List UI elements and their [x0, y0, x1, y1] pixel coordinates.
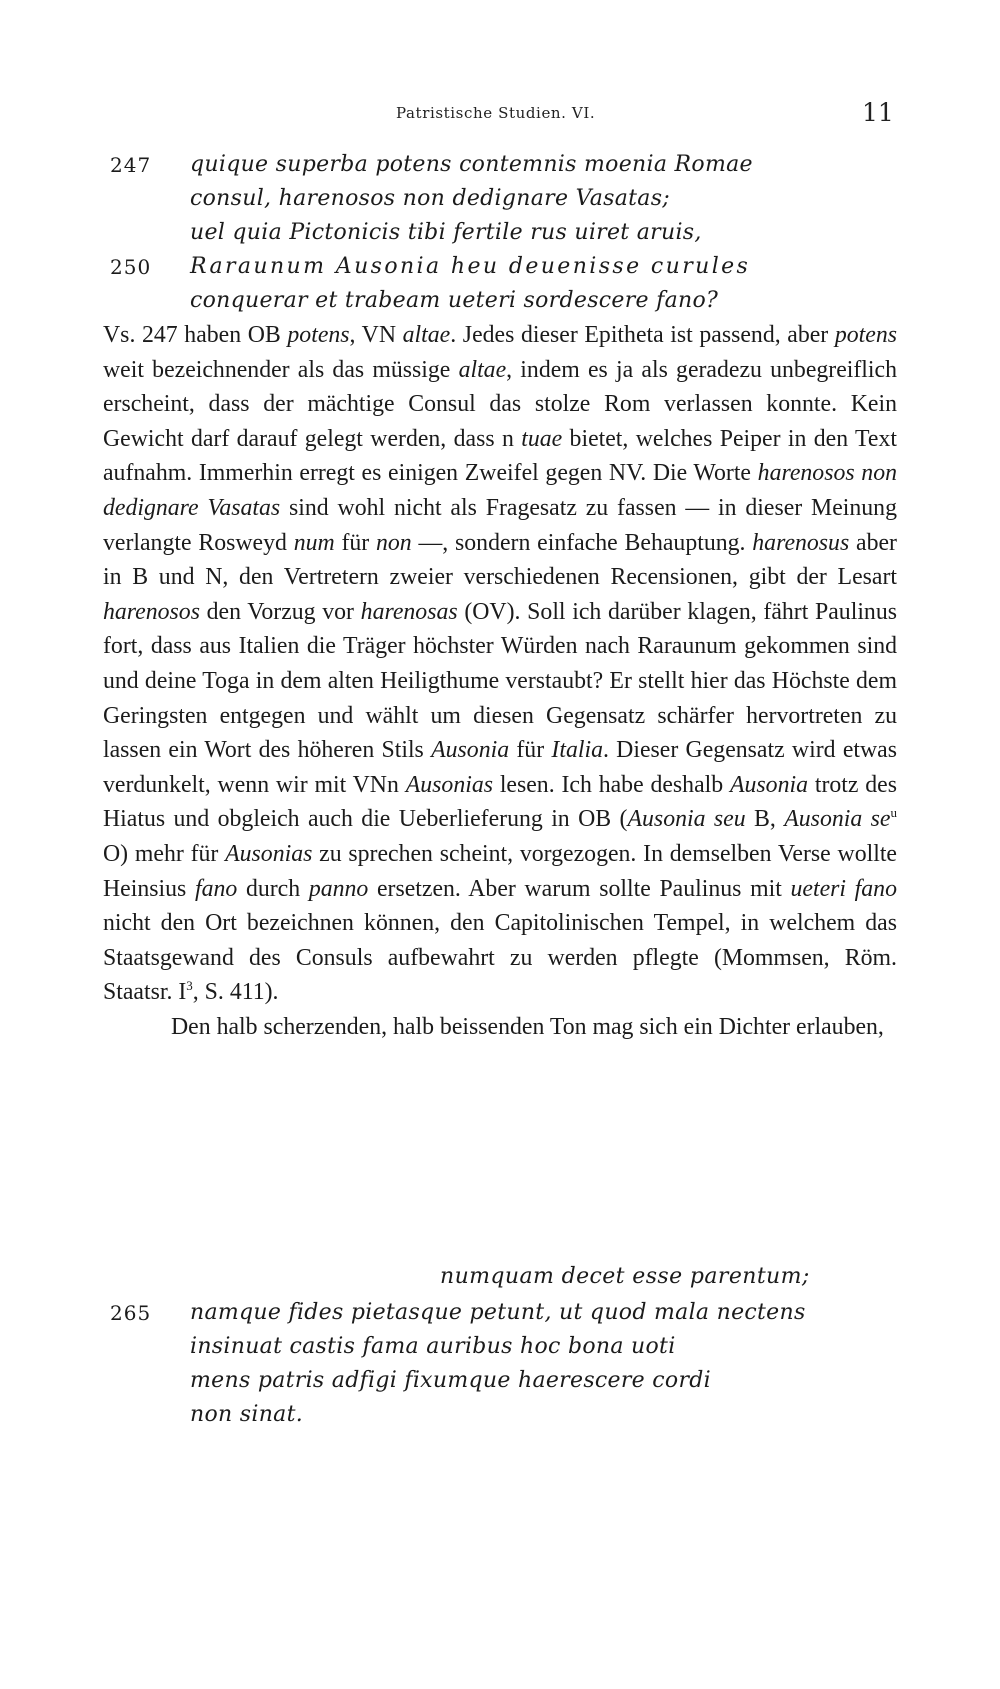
- superscript: u: [890, 805, 897, 821]
- italic-term: potens: [834, 322, 897, 348]
- verse-line: [0, 148, 1000, 182]
- italic-term: harenosas: [360, 598, 458, 625]
- verse-text: consul, harenosos non dedignare Vasatas;: [190, 186, 671, 211]
- italic-term: Ausonias: [225, 840, 313, 867]
- italic-term: fano: [194, 875, 238, 902]
- quote-head: numquam decet esse parentum;: [440, 1264, 810, 1289]
- running-title: Patristische Studien. VI.: [396, 104, 596, 122]
- italic-term: altae: [402, 322, 451, 348]
- verse-text: Raraunum Ausonia heu deuenisse curules: [190, 254, 751, 279]
- italic-term: ueteri fano: [790, 875, 897, 902]
- verse-line: [0, 1330, 1000, 1364]
- italic-term: Ausonias: [405, 771, 493, 798]
- running-head: [0, 98, 1000, 128]
- verse-text: namque fides pietasque petunt, ut quod mala nectens: [190, 1300, 806, 1325]
- verse-line: [0, 284, 1000, 318]
- italic-term: Ausonia: [431, 737, 510, 764]
- verse-text: insinuat castis fama auribus hoc bona uoti: [190, 1334, 676, 1359]
- verse-line: [0, 216, 1000, 250]
- verse-number: 250: [110, 255, 152, 279]
- commentary-paragraph: Den halb scherzenden, halb beissenden Ton mag sich ein Dichter erlauben,: [171, 1013, 884, 1040]
- verse-text: uel quia Pictonicis tibi fertile rus uiret aruis,: [190, 220, 702, 245]
- italic-term: harenosus: [752, 529, 850, 556]
- verse-text: non sinat.: [190, 1402, 304, 1427]
- verse-text: conquerar et trabeam ueteri sordescere fano?: [190, 288, 719, 313]
- commentary-paragraph: Vs. 247 haben OB potens, VN altae. Jedes dieser Epitheta ist passend, aber potens weit bezeichnender als das müssige altae, indem es ja als geradezu unbegreiflich erscheint, dass der mächtige Consul das stolze Rom verlassen konnte. Kein Gewicht darf darauf gelegt werden, dass n tuae bietet, welches Peiper in den Text aufnahm. Immerhin erregt es einigen Zweifel gegen NV. Die Worte harenosos non dedignare Vasatas sind wohl nicht als Fragesatz zu fassen — in dieser Meinung verlangte Rosweyd num für non —, sondern einfache Behauptung. harenosus aber in B und N, den Vertretern zweier verschiedenen Recensionen, gibt der Lesart harenosos den Vorzug vor harenosas (OV). Soll ich darüber klagen, fährt Paulinus fort, dass aus Italien die Träger höchster Würden nach Raraunum gekommen sind und deine Toga in dem alten Heiligthume verstaubt? Er stellt hier das Höchste dem Geringsten entgegen und wählt um diesen Gegensatz schärfer hervortreten zu lassen ein Wort des höheren Stils Ausonia für Italia. Dieser Gegensatz wird etwas verdunkelt, wenn wir mit VNn Ausonias lesen. Ich habe deshalb Ausonia trotz des Hiatus und obgleich auch die Ueberlieferung in OB (Ausonia seu B, Ausonia $se^u$ O) mehr für Ausonias zu sprechen scheint, vorgezogen. In demselben Verse wollte Heinsius fano durch panno ersetzen. Aber warum sollte Paulinus mit ueteri fano nicht den Ort bezeichnen können, den Capitolinischen Tempel, in welchem das Staatsgewand des Consuls aufbewahrt zu werden pflegte (Mommsen, Röm. Staatsr. $I^3$, S. 411).: [103, 322, 897, 1006]
- verse-block-top: [0, 148, 1000, 318]
- verse-block-bottom: [0, 1296, 1000, 1432]
- verse-line: [0, 1398, 1000, 1432]
- italic-term: altae: [458, 356, 507, 383]
- verse-line: [0, 250, 1000, 284]
- italic-term: Italia: [551, 737, 603, 764]
- superscript: 3: [186, 978, 193, 994]
- italic-term: non: [376, 529, 412, 556]
- commentary: [103, 318, 897, 1044]
- italic-term: Ausonia: [729, 771, 808, 798]
- verse-text: quique superba potens contemnis moenia Romae: [190, 152, 753, 177]
- italic-term: num: [293, 529, 335, 556]
- verse-number: 265: [110, 1301, 152, 1325]
- verse-line: [0, 1364, 1000, 1398]
- italic-term: Ausonia se: [784, 806, 891, 833]
- verse-line: [0, 1296, 1000, 1330]
- italic-term: harenosos non dedignare Vasatas: [103, 460, 897, 521]
- page-number: 11: [862, 98, 894, 127]
- italic-term: panno: [308, 875, 369, 902]
- italic-term: potens: [287, 322, 350, 348]
- italic-term: tuae: [521, 425, 563, 452]
- verse-number: 247: [110, 153, 152, 177]
- italic-term: Ausonia seu: [627, 806, 746, 833]
- italic-term: harenosos: [103, 598, 200, 625]
- verse-text: mens patris adfigi fixumque haerescere cordi: [190, 1368, 711, 1393]
- verse-line: [0, 182, 1000, 216]
